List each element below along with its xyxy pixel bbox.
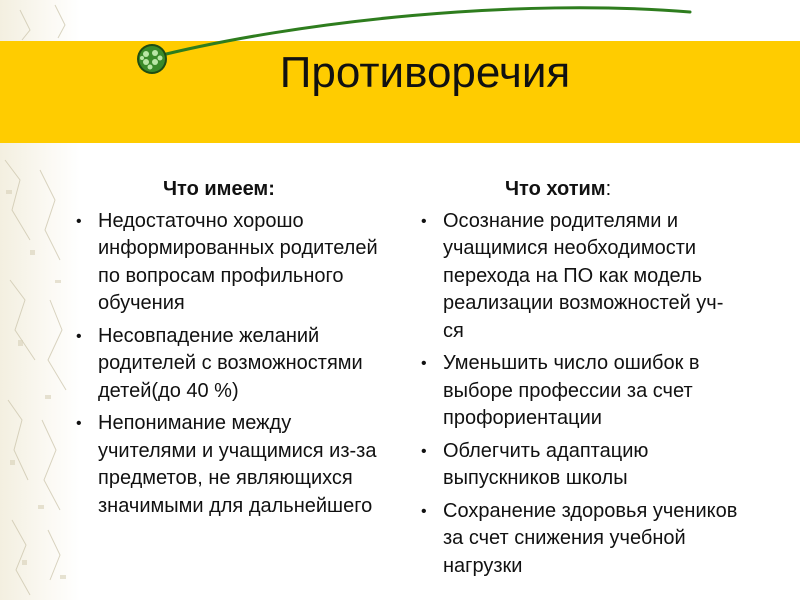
list-item — [420, 498, 740, 581]
list-item — [420, 350, 740, 433]
bullet-icon: • — [421, 442, 427, 460]
list-item-text: Непонимание между учителями и учащимися из-за предметов, не являющихся значимыми для дальнейшего — [98, 412, 377, 517]
bullet-icon: • — [421, 212, 427, 230]
list-item — [75, 323, 395, 406]
bullet-icon: • — [421, 502, 427, 520]
bullet-icon: • — [76, 327, 82, 345]
bullet-icon: • — [76, 415, 82, 432]
list-item — [420, 208, 740, 346]
list-item-text: Недостаточно хорошо информированных родителей по вопросам профильного обучения — [98, 209, 378, 314]
list-item — [420, 438, 740, 493]
left-list — [75, 208, 395, 521]
left-heading-text: Что имеем: — [163, 178, 275, 200]
list-item-text: Облегчить адаптацию выпускников школы — [443, 439, 649, 489]
list-item-text: Сохранение здоровья учеников за счет снижения учебной нагрузки — [443, 499, 738, 577]
right-list — [420, 208, 740, 581]
right-heading-colon: : — [605, 178, 612, 200]
list-item — [75, 208, 395, 318]
list-item — [75, 410, 395, 520]
right-column-heading — [420, 176, 740, 204]
list-item-text: Осознание родителями и учащимися необходимости перехода на ПО как модель реализации возможностей уч-ся — [443, 209, 724, 342]
right-column — [420, 176, 740, 585]
bullet-icon: • — [421, 355, 427, 372]
list-item-text: Несовпадение желаний родителей с возможностями детей(до 40 %) — [98, 324, 363, 402]
list-item-text: Уменьшить число ошибок в выборе профессии за счет профориентации — [443, 352, 700, 429]
left-column — [75, 176, 395, 525]
slide-title: Противоречия — [279, 48, 571, 97]
left-column-heading — [75, 176, 395, 204]
bullet-icon: • — [76, 212, 82, 230]
right-heading-text: Что хотим — [505, 178, 606, 200]
